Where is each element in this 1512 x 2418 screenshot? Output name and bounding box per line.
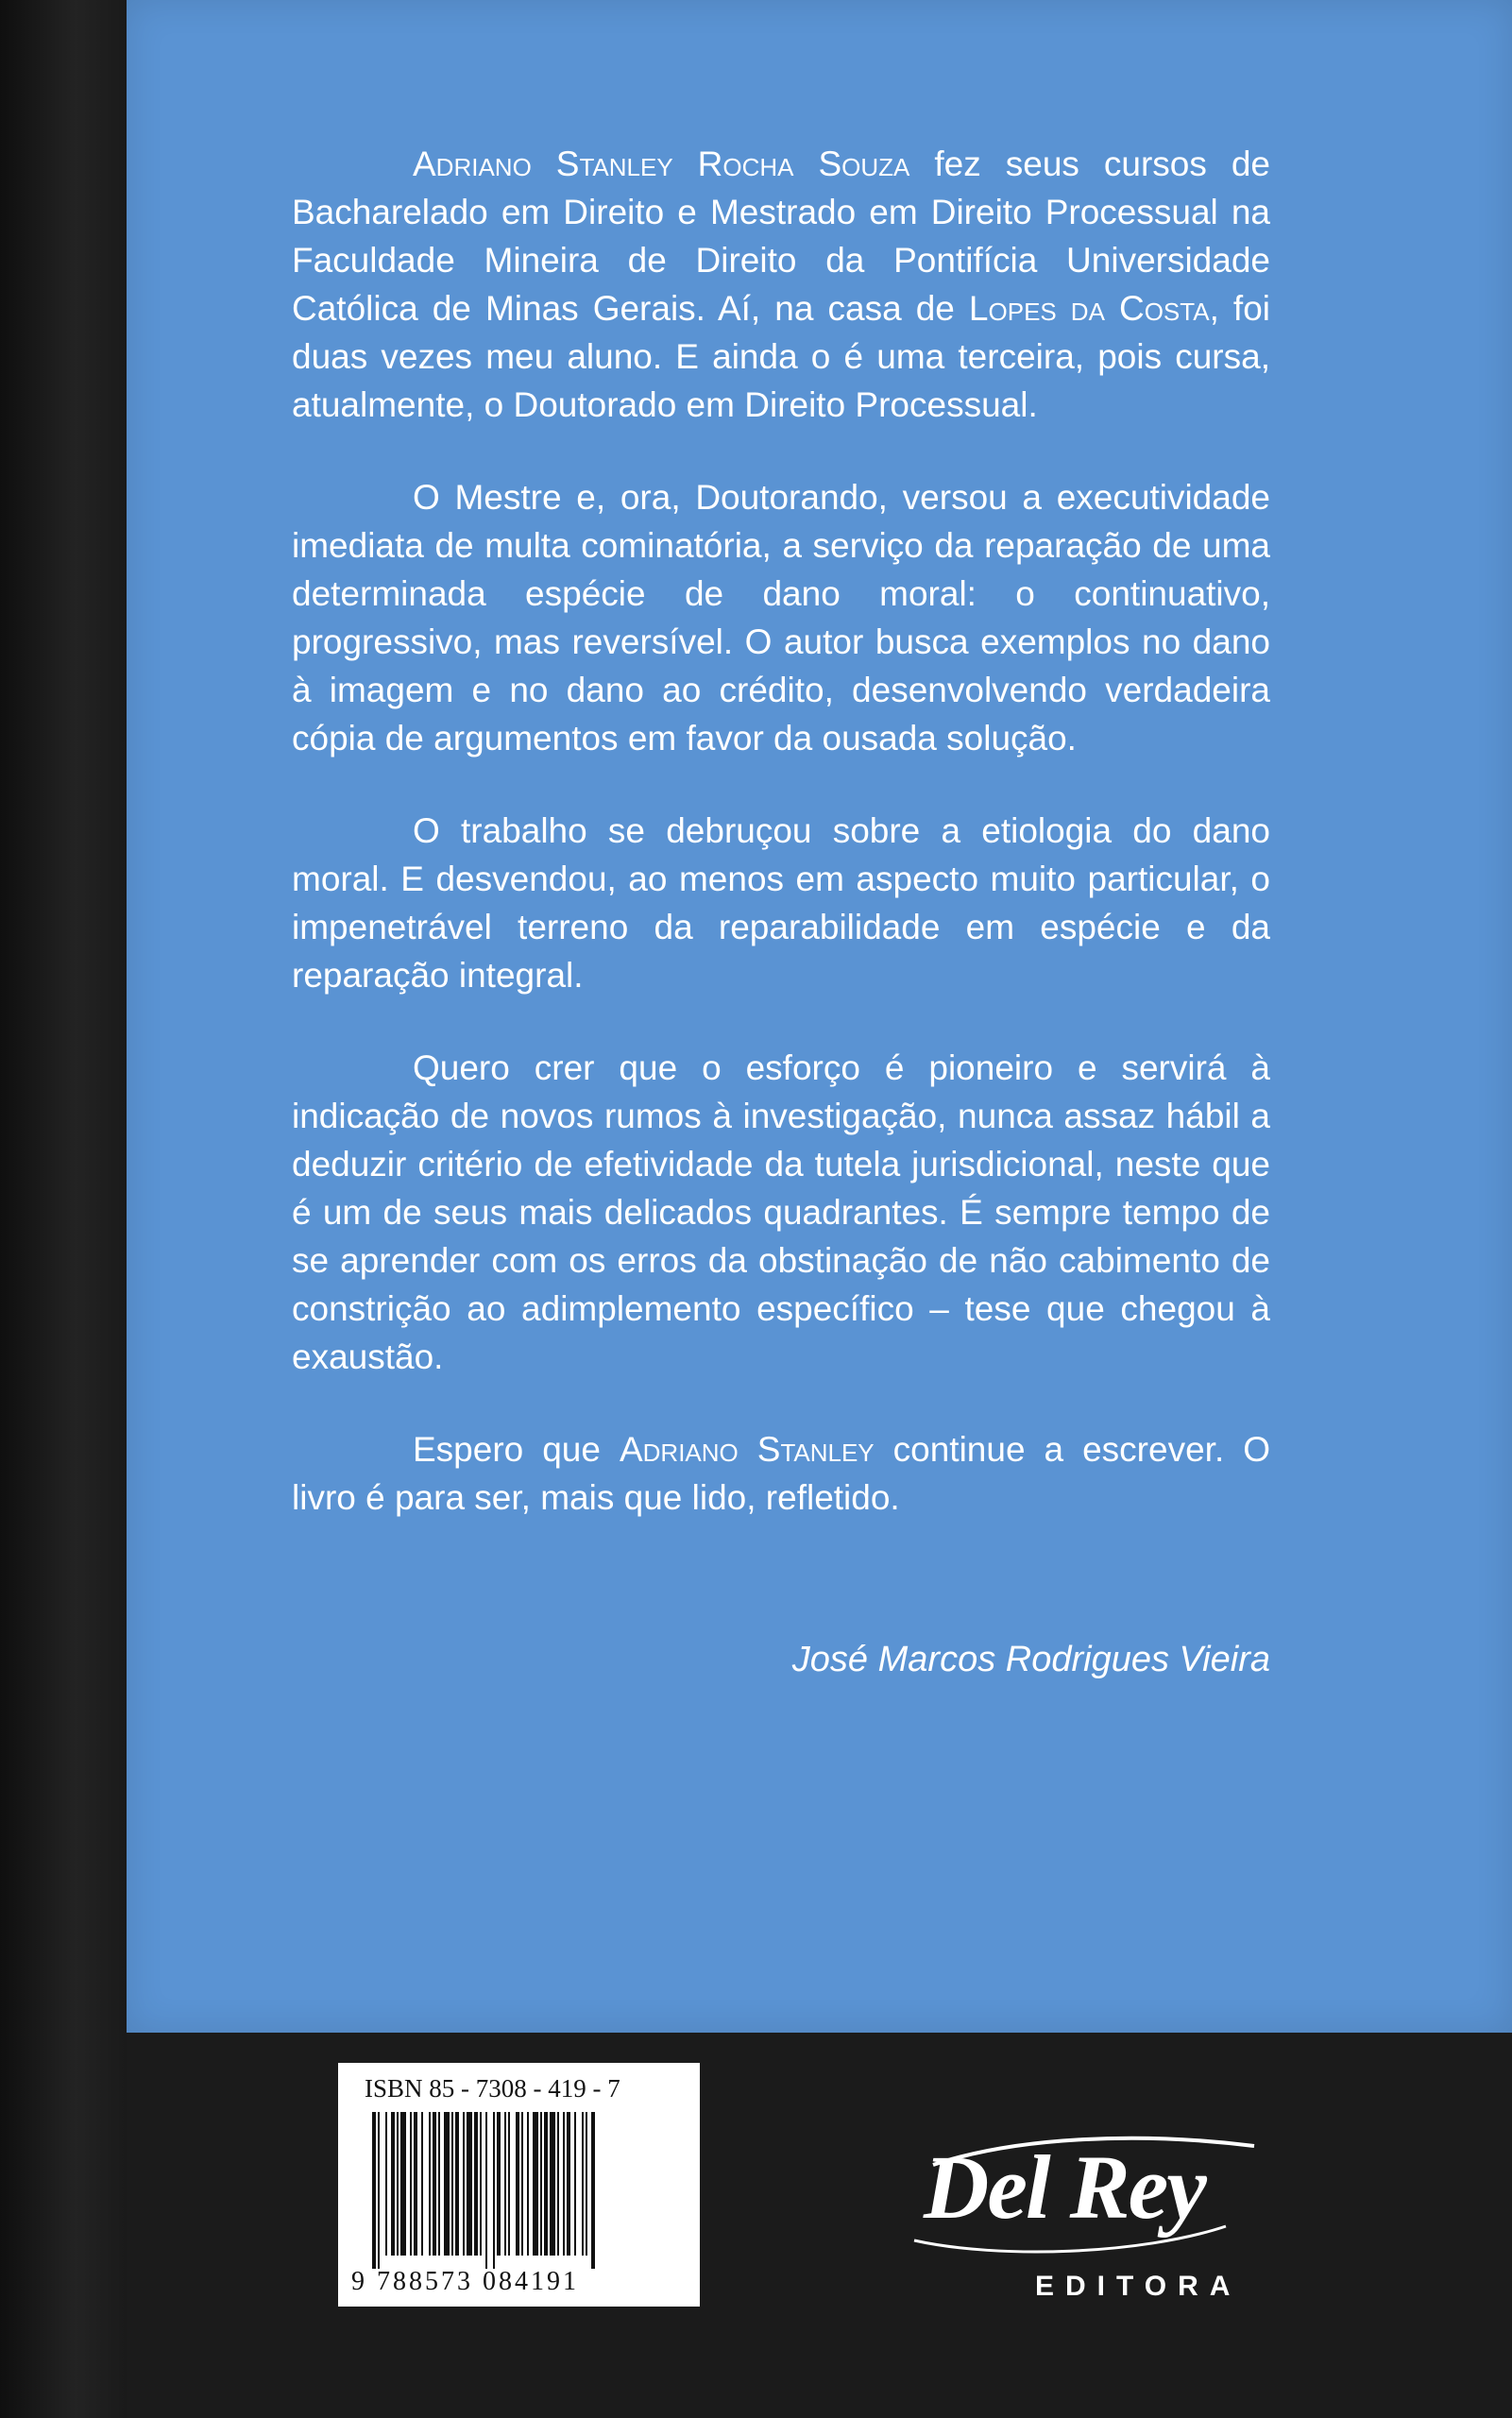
barcode-bar — [521, 2112, 523, 2256]
barcode-bar — [544, 2112, 548, 2256]
name-small-caps: Adriano Stanley — [619, 1430, 875, 1469]
barcode-bar — [493, 2112, 495, 2269]
barcode-bar — [391, 2112, 395, 2256]
publisher-logo — [905, 2127, 1264, 2307]
name-small-caps: Adriano Stanley Rocha Souza — [413, 145, 910, 183]
barcode-bar — [433, 2112, 436, 2256]
barcode-bar — [591, 2112, 595, 2269]
barcode-bar — [372, 2112, 376, 2269]
barcode-bar — [563, 2112, 565, 2256]
signature: José Marcos Rodrigues Vieira — [791, 1640, 1270, 1679]
paragraph-text: O Mestre e, ora, Doutorando, versou a executividade imediata de multa cominatória, a serviço da reparação de uma determinada espécie de dano moral: o continuativo, progressivo, mas reversível. O autor busca exemplos no dano à imagem e no dano ao crédito, desenvolvendo verdadeira cópia de argumentos em favor da ousada solução. — [292, 478, 1270, 758]
barcode-bar — [463, 2112, 465, 2256]
barcode-bar — [540, 2112, 542, 2256]
isbn-label: ISBN 85 - 7308 - 419 - 7 — [365, 2074, 620, 2103]
barcode-bar — [410, 2112, 412, 2256]
paragraph-text: , foi duas vezes meu aluno. E ainda o é uma terceira, pois cursa, atualmente, o Doutorado em Direito Processual. — [292, 289, 1270, 424]
paragraph-text: Quero crer que o esforço é pioneiro e servirá à indicação de novos rumos à investigação, nunca assaz hábil a deduzir critério de efetividade da tutela jurisdicional, neste que é um de seus mais delicados quadrantes. É sempre tempo de se aprender com os erros da obstinação de não cabimento de constrição ao adimplemento específico – tese que chegou à exaustão. — [292, 1048, 1270, 1376]
publisher-subtitle: EDITORA — [1035, 2271, 1242, 2302]
barcode-bar — [451, 2112, 453, 2256]
name-small-caps: Lopes da Costa — [968, 289, 1210, 328]
ean-digits: 9 788573 084191 — [351, 2267, 579, 2296]
barcode-bar — [429, 2112, 431, 2256]
barcode-bar — [567, 2112, 570, 2256]
barcode-bar — [400, 2112, 406, 2256]
barcode-bar — [455, 2112, 459, 2256]
barcode-bar — [508, 2112, 510, 2256]
barcode-bar — [582, 2112, 584, 2256]
barcode-icon — [372, 2112, 667, 2269]
barcode-bar — [574, 2112, 576, 2256]
paragraph — [292, 807, 1270, 999]
paragraph-text: O trabalho se debruçou sobre a etiologia do dano moral. E desvendou, ao menos em aspecto muito particular, o impenetrável terreno da reparabilidade em espécie e da reparação integral. — [292, 811, 1270, 995]
barcode-bar — [497, 2112, 501, 2256]
barcode-bar — [557, 2112, 559, 2256]
barcode-bar — [438, 2112, 440, 2256]
barcode-bar — [550, 2112, 555, 2256]
barcode-bar — [516, 2112, 519, 2256]
paragraph-text: Espero que — [413, 1430, 620, 1469]
paragraph — [292, 1044, 1270, 1381]
barcode-bar — [527, 2112, 529, 2256]
barcode-bar — [480, 2112, 482, 2256]
blurb-text — [292, 140, 1270, 1566]
barcode-bar — [397, 2112, 399, 2256]
barcode-bar — [385, 2112, 387, 2256]
barcode-bar — [414, 2112, 417, 2256]
barcode-bar — [485, 2112, 487, 2269]
publisher-name: Del Rey — [924, 2137, 1205, 2238]
book-spine — [0, 0, 127, 2418]
paragraph — [292, 473, 1270, 762]
barcode-bar — [444, 2112, 450, 2256]
barcode-bar — [533, 2112, 538, 2256]
paragraph-text: fez seus cursos de Bacharelado em Direito e Mestrado em Direito Processual na Faculdade Mineira de Direito da Pontifícia Universidade Católica de Minas Gerais. Aí, na casa de — [292, 145, 1271, 328]
barcode-bar — [504, 2112, 506, 2256]
barcode-box — [338, 2063, 700, 2307]
barcode-bar — [474, 2112, 478, 2256]
barcode-bar — [586, 2112, 587, 2256]
barcode-bar — [467, 2112, 472, 2256]
paragraph — [292, 1425, 1270, 1522]
paragraph — [292, 140, 1270, 429]
barcode-bar — [421, 2112, 423, 2256]
paragraph-text: continue a escrever. O livro é para ser, mais que lido, refletido. — [292, 1430, 1270, 1517]
barcode-bar — [378, 2112, 380, 2269]
